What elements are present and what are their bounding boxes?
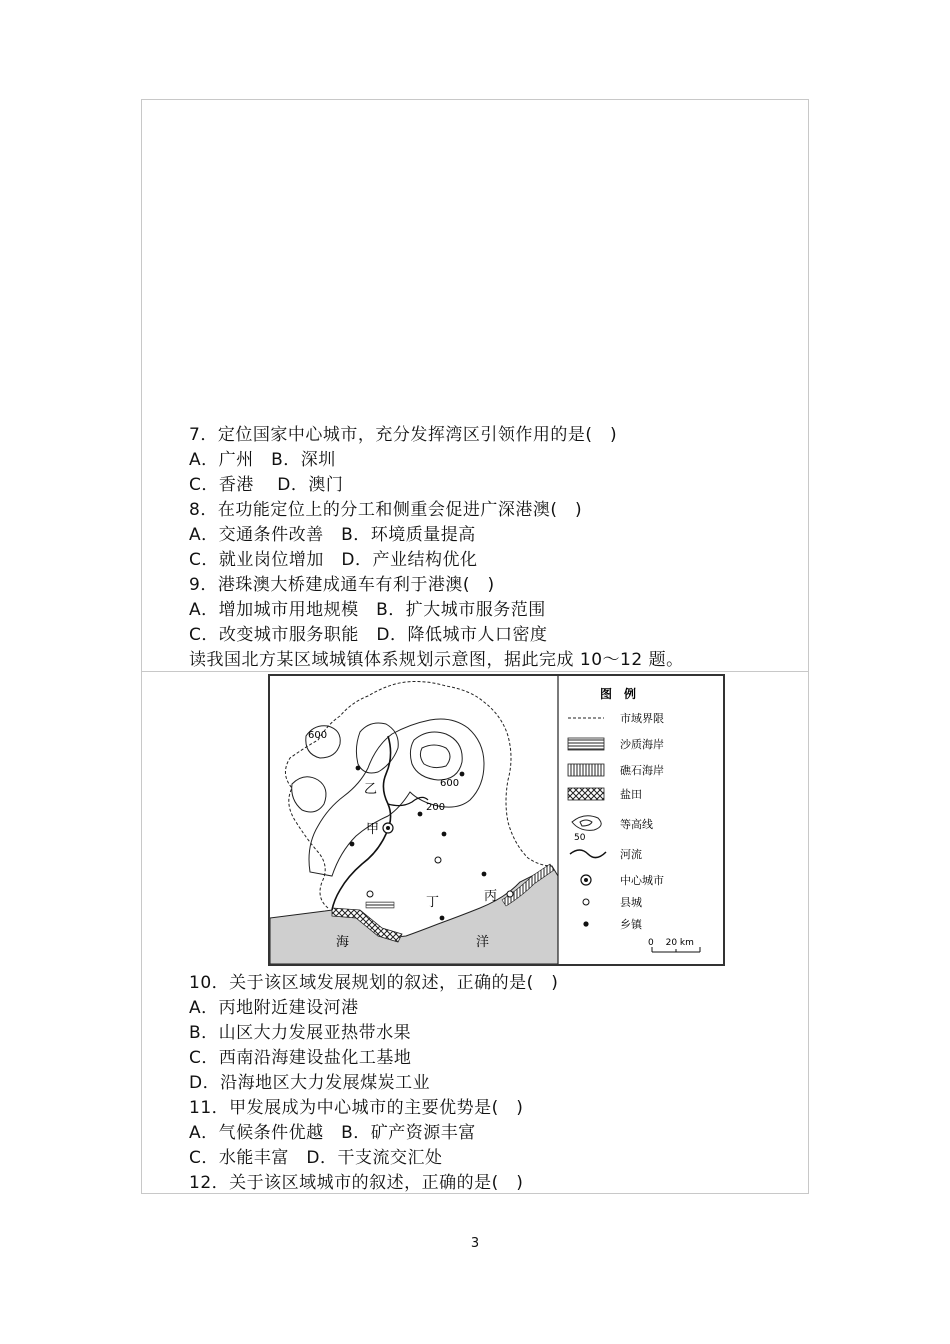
- sea-area: [270, 866, 558, 964]
- question-10: 10．关于该区域发展规划的叙述，正确的是( ): [189, 973, 559, 993]
- question-7-options-cd: C．香港 D．澳门: [189, 475, 344, 495]
- regional-map: [270, 676, 723, 964]
- regional-map-figure: [268, 674, 725, 966]
- township: [460, 772, 465, 777]
- scale-bar-label: 0 20 km: [648, 938, 694, 948]
- legend-contour-value: 50: [574, 833, 586, 843]
- question-12: 12．关于该区域城市的叙述，正确的是( ): [189, 1173, 524, 1193]
- question-8-options-cd: C．就业岗位增加 D．产业结构优化: [189, 550, 478, 570]
- question-7-options-ab: A．广州 B．深圳: [189, 450, 336, 470]
- legend-rocky-coast: 礁石海岸: [620, 764, 664, 777]
- page-number: 3: [470, 1236, 480, 1251]
- map-intro: 读我国北方某区域城镇体系规划示意图，据此完成 10～12 题。: [189, 650, 684, 670]
- question-10-option-b: B．山区大力发展亚热带水果: [189, 1023, 412, 1043]
- question-7: 7．定位国家中心城市，充分发挥湾区引领作用的是( ): [189, 425, 618, 445]
- question-10-option-a: A．丙地附近建设河港: [189, 998, 359, 1018]
- question-8-options-ab: A．交通条件改善 B．环境质量提高: [189, 525, 476, 545]
- sea-label: 洋: [476, 935, 490, 950]
- place-label-bing: 丙: [484, 889, 498, 904]
- sea-label: 海: [336, 935, 350, 950]
- county-town: [507, 891, 513, 897]
- question-10-option-d: D．沿海地区大力发展煤炭工业: [189, 1073, 431, 1093]
- township: [442, 832, 447, 837]
- place-label-jia: 甲: [366, 822, 380, 837]
- question-9-options-cd: C．改变城市服务职能 D．降低城市人口密度: [189, 625, 548, 645]
- question-9-options-ab: A．增加城市用地规模 B．扩大城市服务范围: [189, 600, 546, 620]
- place-label-ding: 丁: [426, 895, 440, 910]
- question-8: 8．在功能定位上的分工和侧重会促进广深港澳( ): [189, 500, 583, 520]
- place-label-yi: 乙: [364, 782, 378, 797]
- contour-mid: [356, 723, 398, 773]
- sandy-coast: [366, 902, 394, 908]
- township: [350, 842, 355, 847]
- city-boundary: [285, 682, 552, 909]
- county-town: [435, 857, 441, 863]
- contour-600-east: [410, 732, 462, 780]
- legend-township: 乡镇: [620, 918, 642, 931]
- contour-west-low: [292, 777, 326, 812]
- contour-label: 200: [426, 802, 446, 813]
- river-tributary: [388, 797, 428, 805]
- legend-title: 图 例: [600, 687, 637, 701]
- township: [418, 812, 423, 817]
- legend-central-city: 中心城市: [620, 874, 664, 887]
- legend-sandy-coast: 沙质海岸: [620, 738, 664, 751]
- question-9: 9．港珠澳大桥建成通车有利于港澳( ): [189, 575, 495, 595]
- legend-county-town: 县城: [620, 896, 642, 909]
- legend-river: 河流: [620, 848, 642, 861]
- question-10-option-c: C．西南沿海建设盐化工基地: [189, 1048, 412, 1068]
- contour-label: 600: [308, 730, 328, 741]
- question-11-options-cd: C．水能丰富 D．干支流交汇处: [189, 1148, 443, 1168]
- legend-salt-field: 盐田: [620, 788, 642, 801]
- contour-label: 600: [440, 778, 460, 789]
- legend-boundary: 市域界限: [620, 712, 664, 725]
- township: [482, 872, 487, 877]
- contour-inner-east: [420, 745, 450, 768]
- question-11: 11．甲发展成为中心城市的主要优势是( ): [189, 1098, 524, 1118]
- legend-contour: 等高线: [620, 818, 653, 831]
- township: [440, 916, 445, 921]
- question-11-options-ab: A．气候条件优越 B．矿产资源丰富: [189, 1123, 476, 1143]
- river: [332, 736, 391, 910]
- county-town: [367, 891, 373, 897]
- township: [356, 766, 361, 771]
